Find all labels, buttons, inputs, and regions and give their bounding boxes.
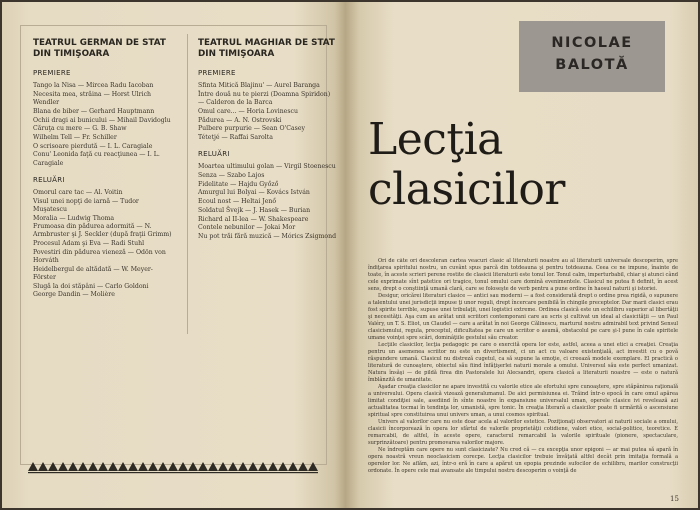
repertoire-item: Nu pot trăi fără muzică — Mórics Zsigmond — [198, 232, 337, 240]
author-block — [519, 21, 665, 92]
ornament-triangle — [98, 462, 108, 471]
page-number: 15 — [670, 495, 679, 503]
repertoire-item: Blana de biber — Gerhard Hauptmann — [33, 107, 155, 115]
repertoire-item: Pădurea — A. N. Ostrovski — [198, 116, 282, 124]
repertoire-item: Wilhelm Tell — Fr. Schiller — [33, 133, 117, 141]
ornament-triangle — [138, 462, 148, 471]
ornament-triangle — [288, 462, 298, 471]
hungarian-revivals-label: RELUĂRI — [198, 150, 230, 159]
ornament-triangle — [48, 462, 58, 471]
repertoire-item: Ecoul nost — Heltai Jenő — [198, 198, 277, 206]
ornament-triangle — [248, 462, 258, 471]
ornament-triangle — [218, 462, 228, 471]
german-premieres-label: PREMIERE — [33, 69, 71, 78]
ornament-triangle — [178, 462, 188, 471]
german-premieres-list — [33, 82, 173, 167]
article-title-line1: Lecţia — [368, 114, 503, 165]
ornament-triangle — [298, 462, 308, 471]
hungarian-theatre-column — [198, 38, 338, 242]
repertoire-item: Soldatul Švejk — J. Hasek — Burian — [198, 206, 311, 214]
repertoire-item: Visul unei nopţi de iarnă — Tudor Muşatescu — [33, 197, 139, 213]
repertoire-item: Pulbere purpurie — Sean O'Casey — [198, 125, 305, 133]
repertoire-item: Necesita mea, străina — Horst Ulrich Wendler — [33, 91, 152, 107]
hungarian-revivals-list — [198, 163, 338, 241]
repertoire-item: Omul care... — Horia Lovinescu — [198, 107, 298, 115]
body-paragraph: Lecţiile clasicilor, lecţia pedagogic pe care o exercită opera lor este, astfel, aceea a unei etici a creaţiei. Creaţia pentru un asemenea scriitor nu este un divertisment, ci un act cu valoare existenţială, act investit cu o povă răspundere umană. Clasicul nu distreză cugetul, ca să supune la emoţie, ci creează modele exemplare. El practică o literatură de cunoaştere, obiectul său fiind înfăţişerlei naturii morale a omului. Universul său este perfect umanizat. Natura însăşi — de pildă firea din Pastoralele lui Alecsandri, opera clasică a literaturii noastre — este o natură îmblânzită de umanitate. — [368, 342, 678, 384]
repertoire-item: Tétetjé — Raffai Sarolta — [198, 133, 273, 141]
repertoire-item: Moralia — Ludwig Thoma — [33, 214, 115, 222]
article-body — [368, 258, 678, 490]
repertoire-item: Slugă la doi stăpâni — Carlo Goldoni — [33, 282, 149, 290]
repertoire-item: O scrisoare pierdută — I. L. Caragiale — [33, 142, 153, 150]
repertoire-item: Între două nu te pierzi (Doamna Spiridon) — Calderon de la Barca — [198, 91, 331, 107]
body-paragraph: Univers al valorilor care nu este doar acela al valorilor estetice. Poziţionaţi observatori ai naturii sociale a omului, clasicii încorporează în opera lor sfârtul de valorile proprietăţii cotidiene, valori etice, social-politice, teoretice. E remarcabil, de altfel, în aceste opere, caracterul remarcabil la valorile spirituale (pionere, spectaculare, surprinzătoare) pentru promovarea valorilor majore. — [368, 419, 678, 447]
ornament-triangle — [128, 462, 138, 471]
hungarian-premieres-label: PREMIERE — [198, 69, 236, 78]
repertoire-item: Tango la Nisa — Mircea Radu Iacoban — [33, 82, 154, 90]
ornament-triangle — [168, 462, 178, 471]
repertoire-item: Procesul Adam şi Eva — Radi Stuhl — [33, 240, 145, 248]
repertoire-item: Conu' Leonida faţă cu reacţiunea — I. L. Caragiale — [33, 151, 160, 167]
repertoire-box — [20, 25, 337, 465]
ornament-triangle — [58, 462, 68, 471]
body-paragraph: Aşadar creaţia clasicilor ne apare investită cu valorile etice ale efortului spre cunoaştere, spre stăpânirea raţională a universului. Opera clasică vizează generalumanul. De aici permisiunea ei. Trăind într-o epocă în care omul apărea limitat condiţiei sale, asediind în sînte noastre în expansiune universalul uman, operele clasice ivi revelează azi actualitatea tocmai în tendinţa lor, umanistă, spre tonic. În creaţia literară a clasicilor poate fi urmărită o ascensiune spiritual spre constituirea unui univers uman, a unui cosmos spiritual. — [368, 384, 678, 419]
repertoire-item: Moartea ultimului golan — Virgil Stoenescu — [198, 163, 336, 171]
repertoire-item: Fidelitate — Hajdu Győző — [198, 180, 279, 188]
ornament-triangle — [108, 462, 118, 471]
ornament-triangle — [118, 462, 128, 471]
ornament-triangle — [228, 462, 238, 471]
repertoire-item: Senza — Szabo Lajos — [198, 172, 265, 180]
article-title-line2: clasicilor — [368, 164, 565, 215]
ornament-triangle — [28, 462, 38, 471]
german-theatre-column — [33, 38, 173, 300]
ornament-triangle — [148, 462, 158, 471]
repertoire-item: Frumoasa din pădurea adormită — N. Armbruster şi J. Seckler (după fraţii Grimm) — [33, 223, 172, 239]
repertoire-item: Ochii dragi ai bunicului — Mihail Davidoglu — [33, 116, 171, 124]
author-last-name: BALOTĂ — [555, 57, 629, 73]
ornament-triangle — [188, 462, 198, 471]
ornament-triangle — [158, 462, 168, 471]
ornament-triangle — [278, 462, 288, 471]
ornament-triangle — [198, 462, 208, 471]
ornament-triangle — [268, 462, 278, 471]
repertoire-item: Sfinta Mitică Blajinu' — Aurel Baranga — [198, 82, 320, 90]
ornament-triangle — [238, 462, 248, 471]
repertoire-item: Amurgul lui Bolyai — Kovács István — [198, 189, 310, 197]
repertoire-item: Omorul care tac — Al. Voitin — [33, 188, 123, 196]
ornament-triangle — [88, 462, 98, 471]
german-theatre-title: TEATRUL GERMAN DE STAT DIN TIMIŞOARA — [33, 38, 166, 59]
german-revivals-list — [33, 189, 173, 299]
german-revivals-label: RELUĂRI — [33, 175, 65, 184]
ornament-triangle — [208, 462, 218, 471]
hungarian-premieres-list — [198, 82, 338, 142]
ornament-triangle — [78, 462, 88, 471]
hungarian-theatre-title: TEATRUL MAGHIAR DE STAT DIN TIMIŞOARA — [198, 38, 335, 59]
repertoire-item: Povestiri din pădurea vienezǎ — Odön von Horváth — [33, 248, 166, 264]
repertoire-item: Richard al II-lea — W. Shakespeare — [198, 215, 309, 223]
repertoire-item: Contele nebunilor — Jokai Mor — [198, 224, 296, 232]
body-paragraph: Ne îndreptăm care opere nu sunt clasicizate? Nu cred că — cu excepţia unor epigoni — ar mai putea să apară în opera noastră vreun neoclasicism corecpe. Lecţia clasicilor trebuie învăţată altfel decât prin imitaţia formală a operelor lor. Ne aflăm, azi, într-o eră în care a apărut un epopia prezinde sufocilor de echilibru, marilor construcţii ordonate. În opere cele mai avansate ale timpului nostru descoperim o voinţă de — [368, 447, 678, 475]
body-paragraph: Ori de câte ori descoleran cartea veacuri clasic al literaturii noastre au al literaturii universale descoperim, spre îndiţarea spiritului nostru, un cuvânt spus parcă din totdeauna şi pentru totdeauna. Ceea ce ne impune, înainte de toate, în aceste scrieri perene rostite de clasicii literaturii este tonul lor. Tonul calm, imperturbabil, chiar şi atunci când cele exprimate sînt patetice ori tragice, tonul omului care domină evenimentele. Clasicul ne putea fi definit, în acest sens, drept o conştiinţă umană clară, care se foloseşte de verb pentru a pune ordine în haosul naturii şi istoriei. — [368, 258, 678, 293]
ornament-triangle — [68, 462, 78, 471]
ornament-triangle — [308, 462, 318, 471]
repertoire-item: Căruţa cu mere — G. B. Shaw — [33, 125, 127, 133]
ornament-triangle — [38, 462, 48, 471]
ornament-triangle — [258, 462, 268, 471]
body-paragraph: Desigur, oricărei literaturi clasice — antici sau moderni — a fost considerată drept o ordine prea rigidă, o supunere a talentului unei jurisdicţii impuse ţi unor reguli, drept încercare penibilă în chingile preceptelor. Dar marii clasici erau fost spirite terrible, supuse unei tribulaţii, unei logistici extreme. Ordinea clasică este un echilibru superior al libertăţii şi necesităţii. Aşa cum au arătat unii scriitori contemporani care au scris şi cultivat un ideal al clasicităţii — un Paul Valéry, un T. S. Eliot, un Claudel — care a arătat în noi George Călinescu, marturul nostru admirabil text privind Sensul clasicismului, regula, preceptul, dificultatea pe care un scriitor o asumă, obstacolul pe care şi-l pune în cale spiritele umane voinţei spre scări, dominâţiile gestului său creator. — [368, 293, 678, 342]
author-first-name: NICOLAE — [551, 35, 633, 51]
column-divider — [187, 34, 188, 334]
repertoire-item: Heidelbergul de altădată — W. Meyer-Förster — [33, 265, 153, 281]
repertoire-item: George Dandin — Molière — [33, 291, 115, 299]
decorative-border-ornament — [28, 460, 318, 474]
